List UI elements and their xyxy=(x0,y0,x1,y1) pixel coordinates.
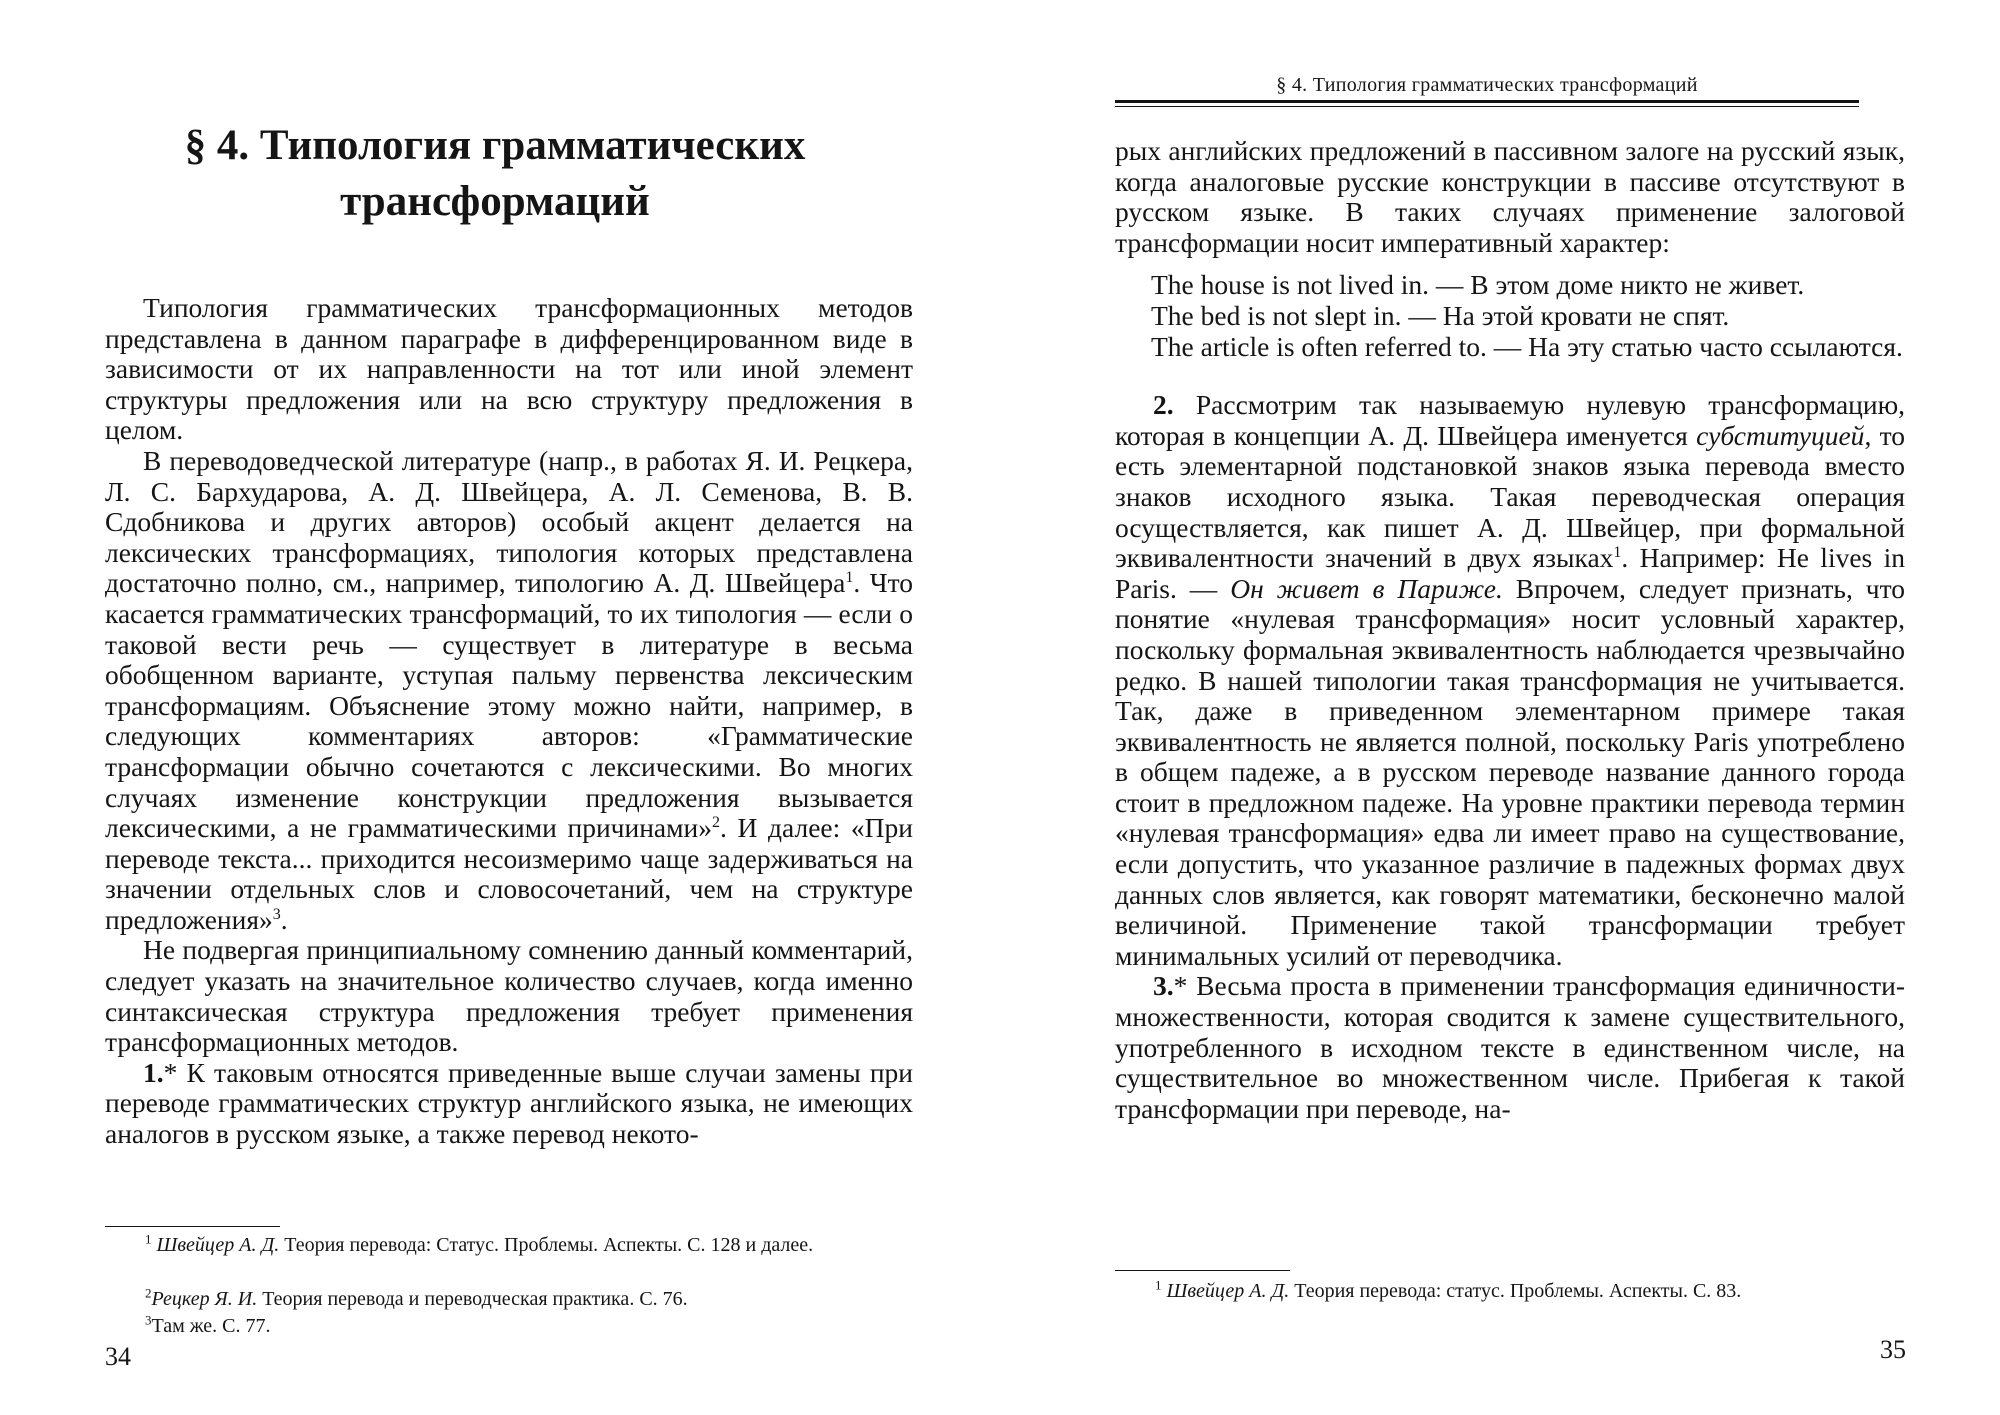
footnote-left-1-author: Швейцер А. Д. xyxy=(156,1234,280,1256)
footnote-ref-2[interactable]: 2 xyxy=(712,813,720,831)
paragraph-literature-text: В переводоведческой литературе (напр., в работах Я. И. Рецкера, Л. С. Бархударова, А. Д. Швейцера, А. Л. Семенова, В. В. Сдобникова и других авторов) особый акцент делается на лексических трансформациях, типология которых представлена достаточно полно, см., например, типологию А. Д. Швейцера xyxy=(105,444,913,599)
paragraph-comment: Не подвергая принципиальному сомнению данный комментарий, следует указать на значительное количество случаев, когда именно синтаксическая структура предложения требует применения трансформационных методов. xyxy=(105,934,913,1058)
paragraph-item-1 xyxy=(105,1058,913,1150)
item-number-3: 3. xyxy=(1153,970,1174,1002)
item-2-term: субституцией xyxy=(1696,419,1865,451)
footnote-left-1-text: Теория перевода: Статус. Проблемы. Аспекты. С. 128 и далее. xyxy=(279,1234,814,1256)
paragraph-literature-cont2: . И далее: «При переводе текста... приходится несоизмеримо чаще задерживаться на значении отдельных слов и словосочетаний, чем на структуре предложения» xyxy=(105,812,913,935)
footnote-right-1-num: 1 xyxy=(1155,1277,1162,1293)
item-number-1: 1. xyxy=(143,1056,164,1088)
item-2-text-b: , то есть элементарной подстановкой знаков языка перевода вместо знаков исходного языка. Такая переводческая операция осуществляется, как пишет А. Д. Швейцер, при формальной эквивалентности значений в двух языках xyxy=(1115,419,1905,574)
examples-block xyxy=(1115,270,1905,362)
paragraph-literature-cont: . Что касается грамматических трансформаций, то их типология — если о таковой вести речь — существует в литературе в весьма обобщенном варианте, уступая пальму первенства лексическим трансформациям. Объяснение этому можно найти, например, в следующих комментариях авторов: «Грамматические трансформации обычно сочетаются с лексическими. Во многих случаях изменение конструкции предложения вызывается лексическими, а не грамматическими причинами» xyxy=(105,567,914,844)
footnote-left-3 xyxy=(145,1313,913,1340)
footnote-left-2-author: Рецкер Я. И. xyxy=(151,1288,258,1310)
item-2-text-d: Впрочем, следует признать, что понятие «нулевая трансформация» носит условный характер, поскольку формальная эквивалентность наблюдается чрезвычайно редко. В нашей типологии такая трансформация не учитывается. Так, даже в приведенном элементарном примере такая эквивалентность не является полной, поскольку Paris употреблено в общем падеже, а в русском переводе название данного города стоит в предложном падеже. На уровне практики перевода термин «нулевая трансформация» едва ли имеет право на существование, если допустить, что указанное различие в падежных формах двух данных слов является, как говорят математики, бесконечно малой величиной. Применение такой трансформации требует минимальных усилий от переводчика. xyxy=(1115,572,1905,971)
footnote-left-3-num: 3 xyxy=(145,1312,152,1328)
page-number-right: 35 xyxy=(1880,1335,1906,1364)
footnote-left-2 xyxy=(145,1286,913,1313)
running-head-rule-thin xyxy=(1115,106,1859,107)
footnote-left-3-text: Там же. С. 77. xyxy=(151,1315,271,1337)
footnote-rule-left xyxy=(105,1226,280,1227)
footnote-right-1-author: Швейцер А. Д. xyxy=(1166,1280,1290,1302)
item-2-text-a: Рассмотрим так называемую нулевую трансформацию, которая в концепции А. Д. Швейцера именуется xyxy=(1115,389,1905,451)
paragraph-intro: Типология грамматических трансформационных методов представлена в данном параграфе в дифференцированном виде в зависимости от их направленности на тот или иной элемент структуры предложения или на всю структуру предложения в целом. xyxy=(105,292,913,446)
footnote-left-2-num: 2 xyxy=(145,1285,152,1301)
paragraph-literature xyxy=(105,446,913,936)
footnote-right-1-text: Теория перевода: статус. Проблемы. Аспекты. С. 83. xyxy=(1289,1280,1742,1302)
item-2-text-c: . Например: He lives in Paris. — xyxy=(1115,542,1905,604)
footnote-ref-right-1[interactable]: 1 xyxy=(1613,543,1622,561)
example-1: The house is not lived in. — В этом доме никто не живет. xyxy=(1151,269,1805,301)
title-line-1: § 4. Типология грамматических xyxy=(184,122,806,169)
paragraph-item-2 xyxy=(1115,390,1905,971)
running-head: § 4. Типология грамматических трансформаций xyxy=(1276,74,1698,96)
footnote-left-1 xyxy=(105,1232,913,1259)
footnote-right-1 xyxy=(1155,1278,1905,1305)
footnote-left-2-text: Теория перевода и переводческая практика. С. 76. xyxy=(257,1288,688,1310)
footnote-ref-1[interactable]: 1 xyxy=(845,569,854,587)
paragraph-literature-end: . xyxy=(280,903,288,935)
paragraph-continuation: рых английских предложений в пассивном залоге на русский язык, когда аналоговые русские конструкции в пассиве отсутствуют в русском языке. В таких случаях применение залоговой трансформации носит императивный характер: xyxy=(1115,135,1905,258)
title-line-2: трансформаций xyxy=(340,178,650,225)
item-3-text: * Весьма проста в применении трансформация единичности-множественности, которая сводится к замене существительного, употребленного в исходном тексте в единственном числе, на существительное во множественном числе. Прибегая к такой трансформации при переводе, на- xyxy=(1115,970,1905,1124)
left-body xyxy=(105,293,913,1150)
paragraph-item-3 xyxy=(1115,971,1905,1124)
footnote-left-1-num: 1 xyxy=(145,1231,152,1247)
example-2: The bed is not slept in. — На этой кровати не спят. xyxy=(1151,299,1730,331)
footnote-rule-right xyxy=(1115,1270,1290,1271)
item-number-2: 2. xyxy=(1153,389,1174,421)
item-2-example-translation: Он живет в Париже. xyxy=(1230,572,1503,604)
right-body xyxy=(1115,136,1905,1124)
example-3: The article is often referred to. — На эту статью часто ссылаются. xyxy=(1151,330,1903,362)
item-1-text: * К таковым относятся приведенные выше случаи замены при переводе грамматических структур английского языка, не имеющих аналогов в русском языке, а также перевод некото- xyxy=(105,1056,913,1150)
chapter-title xyxy=(115,118,875,230)
footnote-ref-3[interactable]: 3 xyxy=(272,905,281,923)
page-number-left: 34 xyxy=(105,1342,131,1371)
running-head-rule xyxy=(1115,100,1859,103)
